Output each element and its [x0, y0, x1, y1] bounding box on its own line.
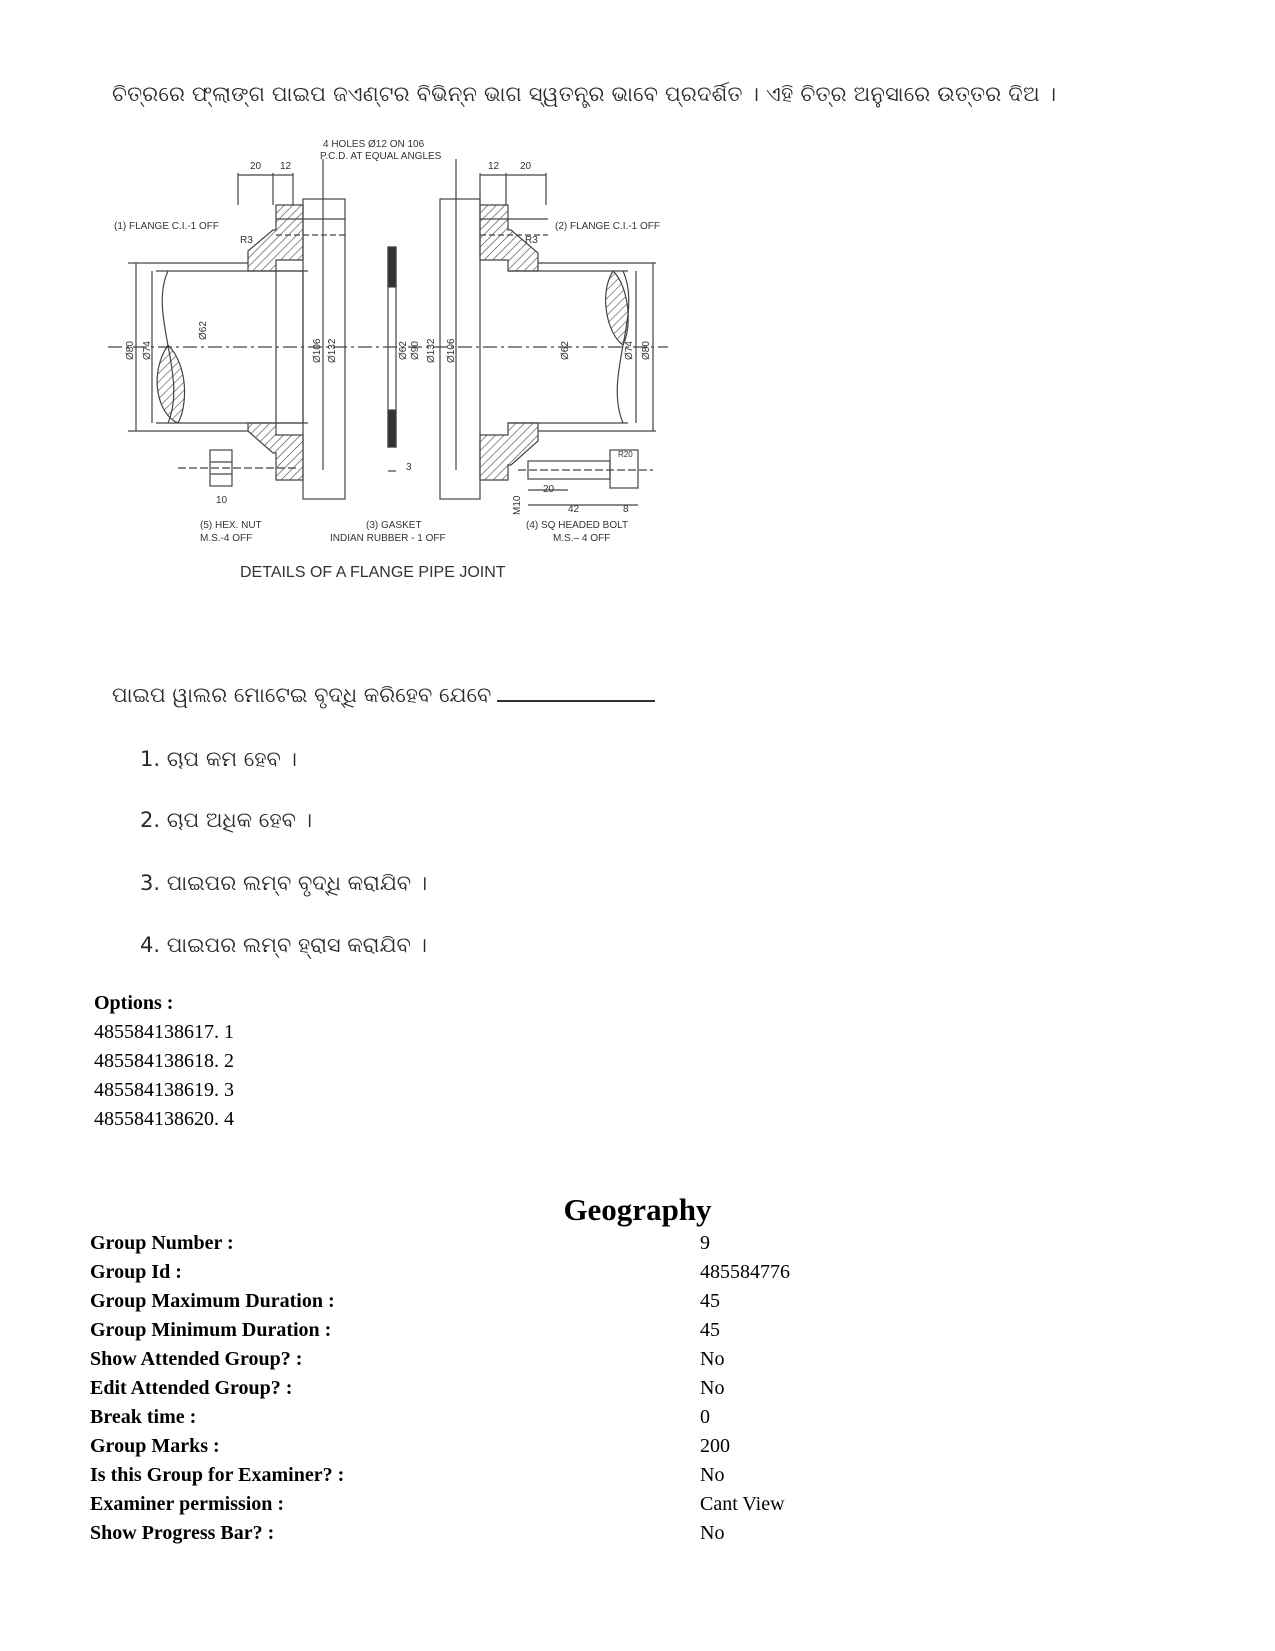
figure-title: DETAILS OF A FLANGE PIPE JOINT — [240, 564, 506, 581]
meta-value: 200 — [700, 1435, 730, 1457]
flange-2-label: (2) FLANGE C.I.-1 OFF — [555, 221, 661, 232]
holes-note-1: 4 HOLES Ø12 ON 106 — [323, 139, 425, 150]
meta-row-group-number — [90, 1232, 1190, 1261]
flange-pipe-joint-figure — [108, 135, 718, 615]
meta-row-for-examiner — [90, 1464, 1190, 1493]
bolt-m10: M10 — [512, 495, 523, 515]
meta-label: Group Maximum Duration : — [90, 1290, 335, 1312]
meta-label: Edit Attended Group? : — [90, 1377, 293, 1399]
meta-value: 45 — [700, 1290, 720, 1312]
meta-row-max-duration — [90, 1290, 1190, 1319]
meta-label: Show Progress Bar? : — [90, 1522, 275, 1544]
dim-12-right: 12 — [488, 161, 500, 172]
meta-value: Cant View — [700, 1493, 785, 1515]
dim-20-right: 20 — [520, 161, 532, 172]
meta-row-group-id — [90, 1261, 1190, 1290]
meta-row-examiner-permission — [90, 1493, 1190, 1522]
meta-label: Show Attended Group? : — [90, 1348, 303, 1370]
choice-2: 2. ଚାପ ଅଧିକ ହେବ । — [140, 808, 313, 832]
gasket-thickness: 3 — [406, 462, 412, 473]
option-item: 485584138617. 1 — [94, 1021, 234, 1043]
meta-value: No — [700, 1464, 725, 1486]
meta-row-progress-bar — [90, 1522, 1190, 1551]
section-title: Geography — [563, 1192, 712, 1227]
radius-r3-right: R3 — [525, 235, 538, 246]
gasket-dim-132: Ø132 — [426, 338, 437, 363]
meta-label: Examiner permission : — [90, 1493, 285, 1515]
meta-value: No — [700, 1377, 725, 1399]
radius-r3-left: R3 — [240, 235, 253, 246]
meta-value: No — [700, 1522, 725, 1544]
dim-62-left: Ø62 — [198, 321, 209, 340]
meta-row-show-attended — [90, 1348, 1190, 1377]
bolt-r20: R20 — [618, 450, 633, 459]
meta-value: 45 — [700, 1319, 720, 1341]
dim-80-right: Ø80 — [641, 341, 652, 360]
question-intro: ଚିତ୍ରରେ ଫ୍ଲାଙ୍ଗ ପାଇପ ଜଏଣ୍ଟର ବିଭିନ୍ନ ଭାଗ ସ୍ୱତନ୍ତ୍ର ଭାବେ ପ୍ରଦର୍ଶିତ । ଏହି ଚିତ୍ର ଅନୁସାରେ ଉତ୍ତର ଦିଅ । — [112, 82, 1057, 106]
gasket-label-2: INDIAN RUBBER - 1 OFF — [330, 533, 446, 544]
dim-74-left: Ø74 — [142, 341, 153, 360]
meta-label: Break time : — [90, 1406, 197, 1428]
dim-62-right: Ø62 — [560, 341, 571, 360]
meta-value: 9 — [700, 1232, 710, 1254]
bolt-dim-42: 42 — [568, 504, 580, 515]
bolt-label-2: M.S.– 4 OFF — [553, 533, 611, 544]
question-prompt — [112, 680, 655, 708]
meta-value: 485584776 — [700, 1261, 790, 1283]
gasket-dim-106: Ø106 — [446, 338, 457, 363]
flange-1-label: (1) FLANGE C.I.-1 OFF — [114, 221, 220, 232]
choice-1: 1. ଚାପ କମ ହେବ । — [140, 747, 297, 771]
gasket-dim-62: Ø62 — [398, 341, 409, 360]
option-item: 485584138620. 4 — [94, 1108, 234, 1130]
meta-label: Is this Group for Examiner? : — [90, 1464, 345, 1486]
nut-label-2: M.S.-4 OFF — [200, 533, 253, 544]
meta-value: No — [700, 1348, 725, 1370]
bolt-label-1: (4) SQ HEADED BOLT — [526, 520, 629, 531]
meta-row-edit-attended — [90, 1377, 1190, 1406]
dim-12-left: 12 — [280, 161, 292, 172]
meta-label: Group Number : — [90, 1232, 234, 1254]
nut-dim-10: 10 — [216, 495, 228, 506]
bolt-dim-20: 20 — [543, 484, 555, 495]
answer-blank — [497, 680, 655, 702]
holes-note-2: P.C.D. AT EQUAL ANGLES — [320, 151, 442, 162]
meta-label: Group Id : — [90, 1261, 182, 1283]
option-item: 485584138618. 2 — [94, 1050, 234, 1072]
meta-row-break-time — [90, 1406, 1190, 1435]
dim-74-right: Ø74 — [624, 341, 635, 360]
bolt-dim-8: 8 — [623, 504, 629, 515]
meta-row-group-marks — [90, 1435, 1190, 1464]
choice-3: 3. ପାଇପର ଲମ୍ବ ବୃଦ୍ଧି କରାଯିବ । — [140, 871, 428, 895]
options-label: Options : — [94, 992, 174, 1014]
meta-label: Group Minimum Duration : — [90, 1319, 332, 1341]
choice-4: 4. ପାଇପର ଲମ୍ବ ହ୍ରାସ କରାଯିବ । — [140, 933, 427, 957]
gasket-dim-90: Ø90 — [410, 341, 421, 360]
nut-label-1: (5) HEX. NUT — [200, 520, 262, 531]
dim-132-left: Ø132 — [327, 338, 338, 363]
question-prompt-text: ପାଇପ ୱାଲର ମୋଟେଇ ବୃଦ୍ଧି କରିହେବ ଯେବେ — [112, 683, 492, 707]
dim-80-left: Ø80 — [125, 341, 136, 360]
dim-106-left: Ø106 — [312, 338, 323, 363]
gasket-label-1: (3) GASKET — [366, 520, 422, 531]
meta-row-min-duration — [90, 1319, 1190, 1348]
dim-20-left: 20 — [250, 161, 262, 172]
meta-label: Group Marks : — [90, 1435, 220, 1457]
meta-value: 0 — [700, 1406, 710, 1428]
option-item: 485584138619. 3 — [94, 1079, 234, 1101]
